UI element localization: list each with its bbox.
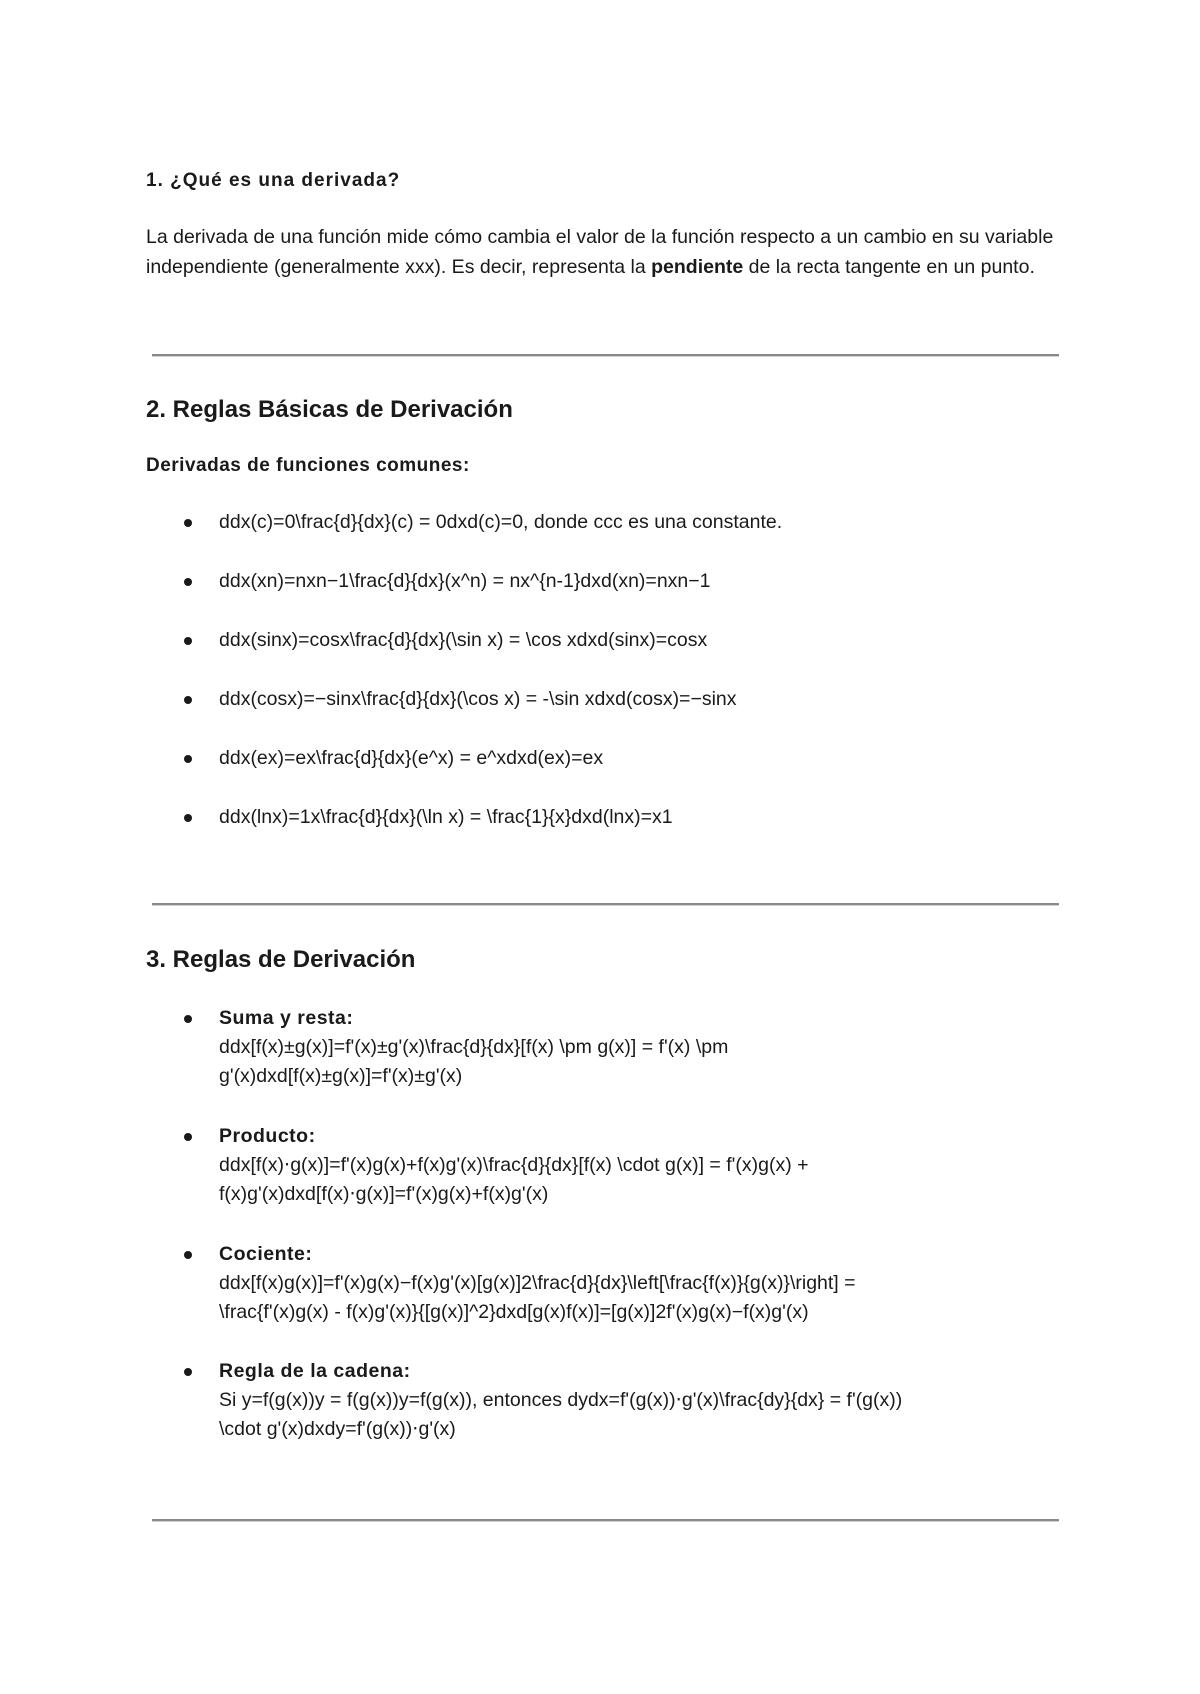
list-item-text: ddx(xn)=nxn−1\frac{d}{dx}(x^n) = nx^{n-1}dxd(xn)=nxn−1: [219, 570, 711, 592]
section-2-heading: 2. Reglas Básicas de Derivación: [146, 396, 513, 423]
rule-formula-line-1: ddx[f(x)±g(x)]=f'(x)±g'(x)\frac{d}{dx}[f(x) \pm g(x)] = f'(x) \pm: [219, 1036, 729, 1058]
section-2-subheading: Derivadas de funciones comunes:: [146, 455, 470, 476]
bullet-dot: [184, 578, 192, 586]
bullet-dot: [184, 755, 192, 763]
rule-title: Producto:: [219, 1125, 316, 1147]
rule-formula-line-1: ddx[f(x)g(x)]=f'(x)g(x)−f(x)g'(x)[g(x)]2\frac{d}{dx}\left[\frac{f(x)}{g(x)}\right] =: [219, 1272, 856, 1294]
rule-title: Regla de la cadena:: [219, 1360, 411, 1382]
bullet-dot: [184, 1133, 192, 1141]
rule-formula-line-1: ddx[f(x)⋅g(x)]=f'(x)g(x)+f(x)g'(x)\frac{d}{dx}[f(x) \cdot g(x)] = f'(x)g(x) +: [219, 1154, 809, 1176]
list-item-text: ddx(sinx)=cosx\frac{d}{dx}(\sin x) = \cos xdxd(sinx)=cosx: [219, 629, 708, 651]
rule-title: Suma y resta:: [219, 1007, 354, 1029]
rule-title: Cociente:: [219, 1243, 313, 1265]
section-1-heading: 1. ¿Qué es una derivada?: [146, 170, 401, 191]
bullet-dot: [184, 1251, 192, 1259]
rule-formula-line-2: \frac{f'(x)g(x) - f(x)g'(x)}{[g(x)]^2}dxd[g(x)f(x)]=[g(x)]2f'(x)g(x)−f(x)g'(x): [219, 1301, 809, 1323]
list-item-text: ddx(cosx)=−sinx\frac{d}{dx}(\cos x) = -\sin xdxd(cosx)=−sinx: [219, 688, 737, 710]
list-item-text: ddx(lnx)=1x\frac{d}{dx}(\ln x) = \frac{1}{x}dxd(lnx)=x1: [219, 806, 673, 828]
paragraph-text-end: de la recta tangente en un punto.: [743, 256, 1035, 278]
rule-formula-line-2: \cdot g'(x)dxdy=f'(g(x))⋅g'(x): [219, 1418, 456, 1440]
divider-3: [152, 1519, 1059, 1522]
rule-formula-line-2: f(x)g'(x)dxd[f(x)⋅g(x)]=f'(x)g(x)+f(x)g'(x): [219, 1183, 549, 1205]
bullet-dot: [184, 637, 192, 645]
bullet-dot: [184, 519, 192, 527]
list-item-text: ddx(c)=0\frac{d}{dx}(c) = 0dxd(c)=0, donde ccc es una constante.: [219, 511, 783, 533]
rule-formula-line-1: Si y=f(g(x))y = f(g(x))y=f(g(x)), entonces dydx=f'(g(x))⋅g'(x)\frac{dy}{dx} = f'(g(x)): [219, 1389, 903, 1411]
list-item-text: ddx(ex)=ex\frac{d}{dx}(e^x) = e^xdxd(ex)=ex: [219, 747, 604, 769]
section-3-heading: 3. Reglas de Derivación: [146, 946, 416, 973]
divider-1: [152, 354, 1059, 357]
paragraph-text-start: La derivada de una función mide cómo cambia el valor de la función respecto a un cambio en su variable independiente (generalmente xxx). Es decir, representa la: [146, 226, 1054, 278]
bullet-dot: [184, 1015, 192, 1023]
divider-2: [152, 903, 1059, 906]
bullet-dot: [184, 1368, 192, 1376]
paragraph-bold-term: pendiente: [651, 256, 744, 278]
bullet-dot: [184, 696, 192, 704]
rule-formula-line-2: g'(x)dxd[f(x)±g(x)]=f'(x)±g'(x): [219, 1065, 463, 1087]
section-1-paragraph: [146, 222, 1066, 282]
bullet-dot: [184, 814, 192, 822]
